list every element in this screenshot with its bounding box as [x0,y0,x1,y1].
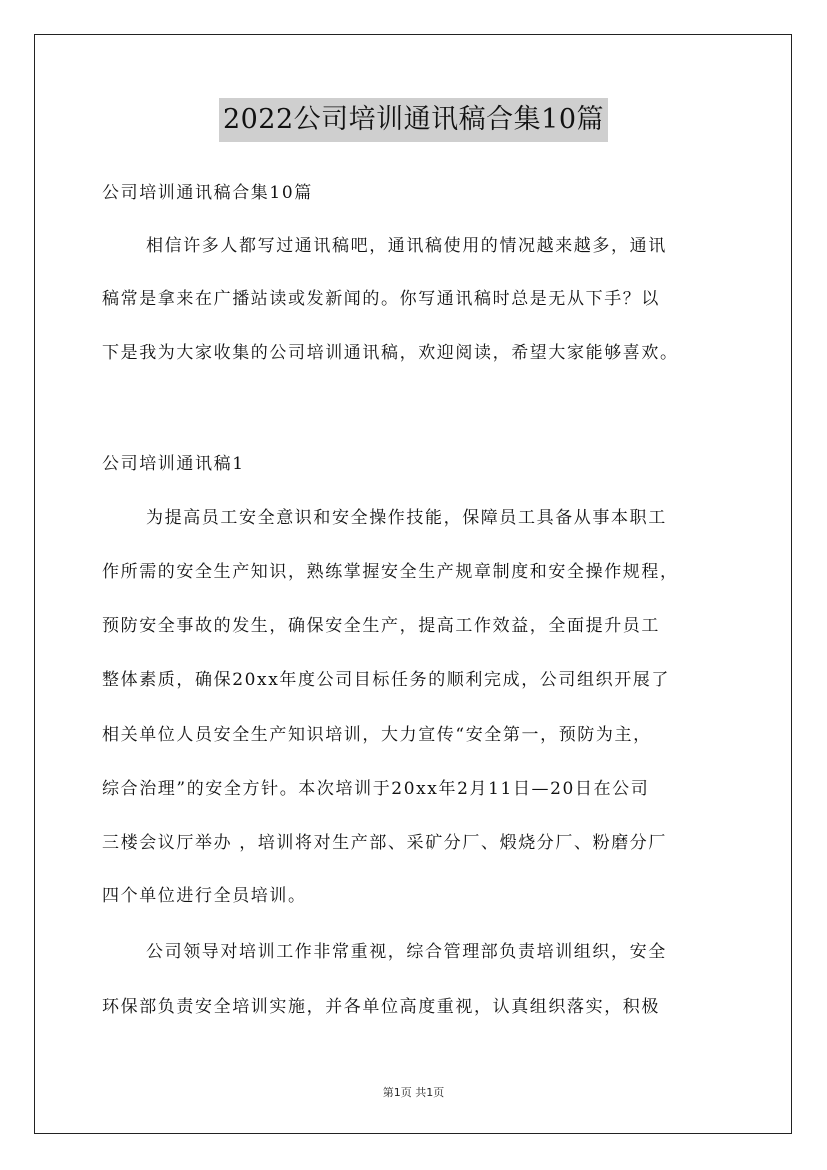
paragraph-line: 稿常是拿来在广播站读或发新闻的。你写通讯稿时总是无从下手？以 [102,289,660,309]
paragraph-line: 预防安全事故的发生，确保安全生产，提高工作效益，全面提升员工 [102,616,660,636]
paragraph-line: 公司领导对培训工作非常重视，综合管理部负责培训组织，安全 [146,942,667,962]
title-container [0,98,827,142]
paragraph-line: 相关单位人员安全生产知识培训，大力宣传“安全第一，预防为主， [102,725,652,745]
paragraph-line: 四个单位进行全员培训。 [102,886,307,906]
page-footer: 第1页 共1页 [382,1086,445,1099]
paragraph-line: 下是我为大家收集的公司培训通讯稿，欢迎阅读，希望大家能够喜欢。 [102,343,679,363]
paragraph-line: 环保部负责安全培训实施，并各单位高度重视，认真组织落实，积极 [102,997,660,1017]
paragraph-line: 为提高员工安全意识和安全操作技能，保障员工具备从事本职工 [146,508,667,528]
paragraph-line: 整体素质，确保20xx年度公司目标任务的顺利完成，公司组织开展了 [102,670,671,690]
paragraph-line: 相信许多人都写过通讯稿吧，通讯稿使用的情况越来越多，通讯 [146,236,667,256]
paragraph-line: 作所需的安全生产知识，熟练掌握安全生产规章制度和安全操作规程， [102,562,679,582]
section-heading: 公司培训通讯稿1 [102,454,245,474]
document-title: 2022公司培训通讯稿合集10篇 [219,98,608,142]
paragraph-line: 综合治理”的安全方针。本次培训于20xx年2月11日—20日在公司 [102,779,650,799]
subtitle-line: 公司培训通讯稿合集10篇 [102,183,313,203]
paragraph-line: 三楼会议厅举办 ，培训将对生产部、采矿分厂、煅烧分厂、粉磨分厂 [102,833,668,853]
